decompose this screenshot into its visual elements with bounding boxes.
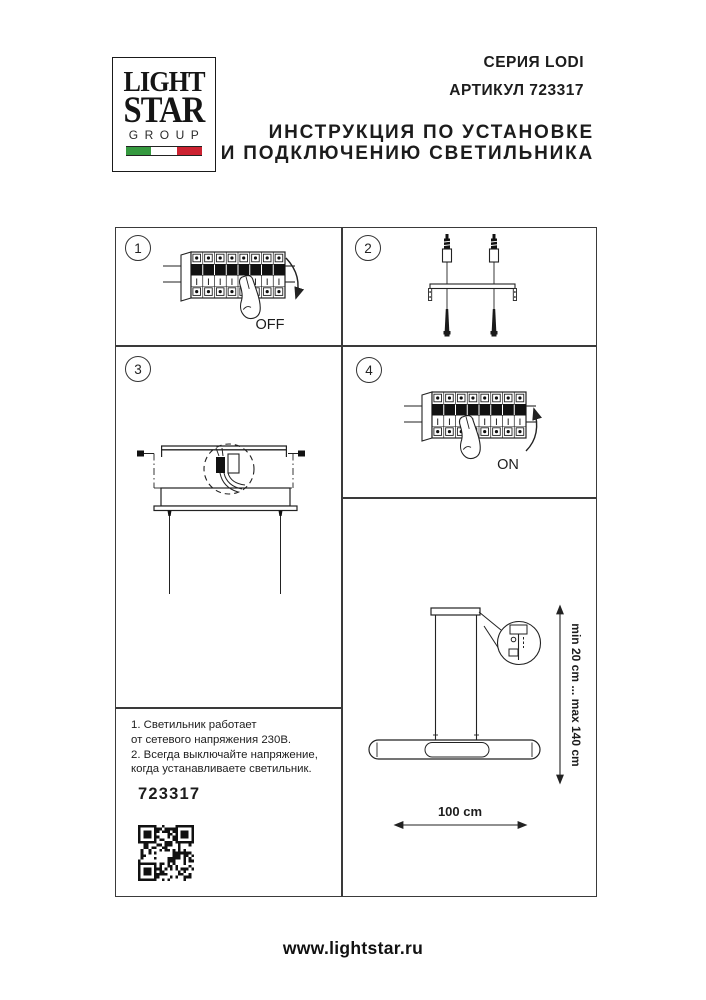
instruction-title — [221, 123, 594, 164]
mounting-screw-icon — [137, 451, 144, 457]
ceiling-mount-drawing — [116, 347, 341, 707]
step-panel-1 — [116, 228, 341, 345]
mounting-screw-icon — [298, 451, 305, 457]
logo-word-light: LIGHT — [123, 66, 205, 98]
pendant-lamp-drawing — [343, 499, 595, 895]
curved-arrow-down-icon — [286, 258, 298, 298]
note-line: 1. Светильник работает — [131, 719, 257, 731]
flag-white-band — [151, 147, 176, 155]
notes-panel — [116, 709, 341, 895]
logo-word-star: STAR — [123, 90, 205, 131]
on-label: ON — [497, 457, 519, 473]
instruction-title-line1: ИНСТРУКЦИЯ ПО УСТАНОВКЕ — [268, 122, 594, 143]
height-dimension-label: min 20 cm ... max 140 cm — [569, 623, 583, 767]
step-panel-3 — [116, 347, 341, 707]
step-4-badge: 4 — [356, 357, 382, 383]
logo-word-group: GROUP — [128, 128, 206, 142]
step-panel-4 — [343, 347, 595, 497]
qr-code — [138, 825, 194, 881]
off-label: OFF — [255, 317, 285, 333]
note-line: 2. Всегда выключайте напряжение, — [131, 748, 318, 761]
step-panel-2 — [343, 228, 595, 345]
note-line: от сетевого напряжения 230В. — [131, 733, 292, 746]
website-url: www.lightstar.ru — [282, 938, 424, 958]
note-line: когда устанавливаете светильник. — [131, 763, 312, 776]
safety-notes — [131, 718, 318, 777]
instruction-title-line2: И ПОДКЛЮЧЕНИЮ СВЕТИЛЬНИКА — [220, 142, 594, 164]
step-3-badge: 3 — [125, 356, 151, 382]
step-2-badge: 2 — [355, 235, 381, 261]
instruction-table — [115, 227, 597, 897]
curved-arrow-up-icon — [526, 409, 537, 451]
lightstar-logo — [112, 57, 216, 172]
article-label: АРТИКУЛ 723317 — [449, 82, 584, 99]
width-dimension-label: 100 cm — [437, 804, 483, 819]
series-label: СЕРИЯ LODI — [483, 54, 584, 71]
series-article-block — [449, 49, 584, 105]
article-number: 723317 — [138, 785, 201, 803]
step-1-badge: 1 — [125, 235, 151, 261]
lamp-dimensions-panel — [343, 499, 595, 895]
italian-flag-stripe — [126, 146, 202, 156]
flag-green-band — [126, 147, 151, 155]
flag-red-band — [177, 147, 202, 155]
